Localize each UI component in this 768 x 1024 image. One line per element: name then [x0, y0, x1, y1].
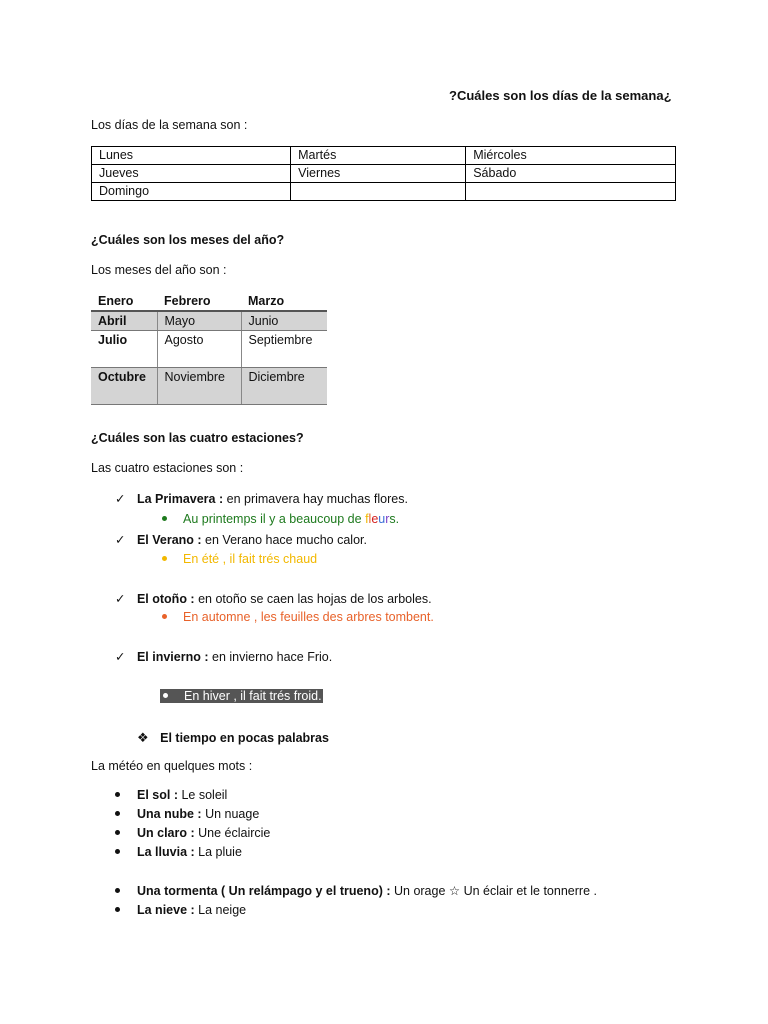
season-french-line [160, 689, 323, 703]
weather-intro: La météo en quelques mots : [91, 759, 253, 773]
season-french-line [162, 552, 317, 566]
weather-term: Una nube : [137, 807, 202, 821]
season-french-text: En été , il fait trés chaud [183, 552, 318, 566]
weather-translation: Le soleil [177, 788, 228, 802]
weather-heading: El tiempo en pocas palabras [160, 731, 329, 745]
table-row [91, 311, 327, 331]
season-french-text: En automne , les feuilles des arbres tombent. [183, 610, 434, 624]
check-icon: ✓ [115, 533, 126, 547]
table-cell: Martés [291, 147, 466, 165]
check-icon: ✓ [115, 650, 126, 664]
weather-term: El sol : [137, 788, 178, 802]
table-cell: Mayo [157, 311, 241, 331]
table-row [92, 183, 676, 201]
weather-term: Un claro : [137, 826, 195, 840]
check-icon: ✓ [115, 492, 126, 506]
check-icon: ✓ [115, 592, 126, 606]
months-table [91, 292, 327, 405]
weather-translation: Un orage ☆ Un éclair et le tonnerre . [390, 884, 597, 898]
highlighted-text [160, 689, 323, 703]
weather-term: Una tormenta ( Un relámpago y el trueno) : [137, 884, 391, 898]
bullet-icon [163, 693, 168, 698]
list-item [115, 807, 259, 821]
days-table [91, 146, 676, 201]
bullet-icon [162, 556, 167, 561]
table-cell: Septiembre [241, 331, 327, 368]
weather-translation: Une éclaircie [194, 826, 271, 840]
season-french-line [162, 512, 399, 526]
table-cell: Viernes [291, 165, 466, 183]
season-text: en primavera hay muchas flores. [223, 492, 408, 506]
season-text: en Verano hace mucho calor. [201, 533, 367, 547]
table-header-cell: Enero [91, 292, 157, 311]
bullet-icon [162, 516, 167, 521]
bullet-icon [115, 849, 120, 854]
weather-translation: La neige [194, 903, 247, 917]
table-cell: Junio [241, 311, 327, 331]
table-cell: Miércoles [466, 147, 676, 165]
weather-heading-line [137, 730, 329, 746]
season-name: El Verano : [136, 533, 202, 547]
table-cell: Noviembre [157, 368, 241, 405]
months-intro: Los meses del año son : [91, 263, 227, 277]
list-item [115, 826, 270, 840]
season-item [115, 532, 367, 547]
season-french-text: Au printemps il y a beaucoup de [183, 512, 366, 526]
list-item [115, 788, 227, 802]
season-name: La Primavera : [136, 492, 224, 506]
season-item [115, 491, 408, 506]
bullet-icon [162, 614, 167, 619]
table-cell: Sábado [466, 165, 676, 183]
season-item [115, 591, 432, 606]
list-item [115, 883, 597, 898]
table-cell: Jueves [92, 165, 291, 183]
table-cell: Agosto [157, 331, 241, 368]
seasons-heading: ¿Cuáles son las cuatro estaciones? [91, 431, 304, 445]
season-text: en invierno hace Frio. [208, 650, 333, 664]
bullet-icon [115, 811, 120, 816]
season-french-end: . [395, 512, 400, 526]
table-row [92, 165, 676, 183]
weather-term: La nieve : [137, 903, 195, 917]
table-row [91, 331, 327, 368]
table-cell: Domingo [92, 183, 291, 201]
table-header-row [91, 292, 327, 311]
colorful-word: fleurs [365, 512, 396, 526]
table-cell [291, 183, 466, 201]
weather-term: La lluvia : [137, 845, 195, 859]
table-header-cell: Febrero [157, 292, 241, 311]
list-item [115, 845, 242, 859]
months-heading: ¿Cuáles son los meses del año? [91, 233, 285, 247]
season-text: en otoño se caen las hojas de los arboles. [194, 592, 432, 606]
table-row [92, 147, 676, 165]
table-cell: Diciembre [241, 368, 327, 405]
page-title: ?Cuáles son los días de la semana¿ [449, 88, 672, 103]
table-header-cell: Marzo [241, 292, 327, 311]
table-cell: Julio [91, 331, 157, 368]
bullet-icon [115, 792, 120, 797]
list-item [115, 903, 246, 917]
bullet-icon [115, 888, 120, 893]
season-name: El invierno : [136, 650, 209, 664]
season-french-text: En hiver , il fait trés froid. [184, 689, 322, 703]
bullet-icon [115, 907, 120, 912]
bullet-icon [115, 830, 120, 835]
weather-translation: Un nuage [201, 807, 260, 821]
season-name: El otoño : [136, 592, 195, 606]
seasons-intro: Las cuatro estaciones son : [91, 461, 244, 475]
table-row [91, 368, 327, 405]
season-item [115, 649, 332, 664]
table-cell: Octubre [91, 368, 157, 405]
days-intro: Los días de la semana son : [91, 118, 248, 132]
diamond-bullet-icon: ❖ [137, 730, 149, 745]
season-french-line [162, 610, 434, 624]
table-cell: Abril [91, 311, 157, 331]
table-cell [466, 183, 676, 201]
table-cell: Lunes [92, 147, 291, 165]
weather-translation: La pluie [194, 845, 242, 859]
